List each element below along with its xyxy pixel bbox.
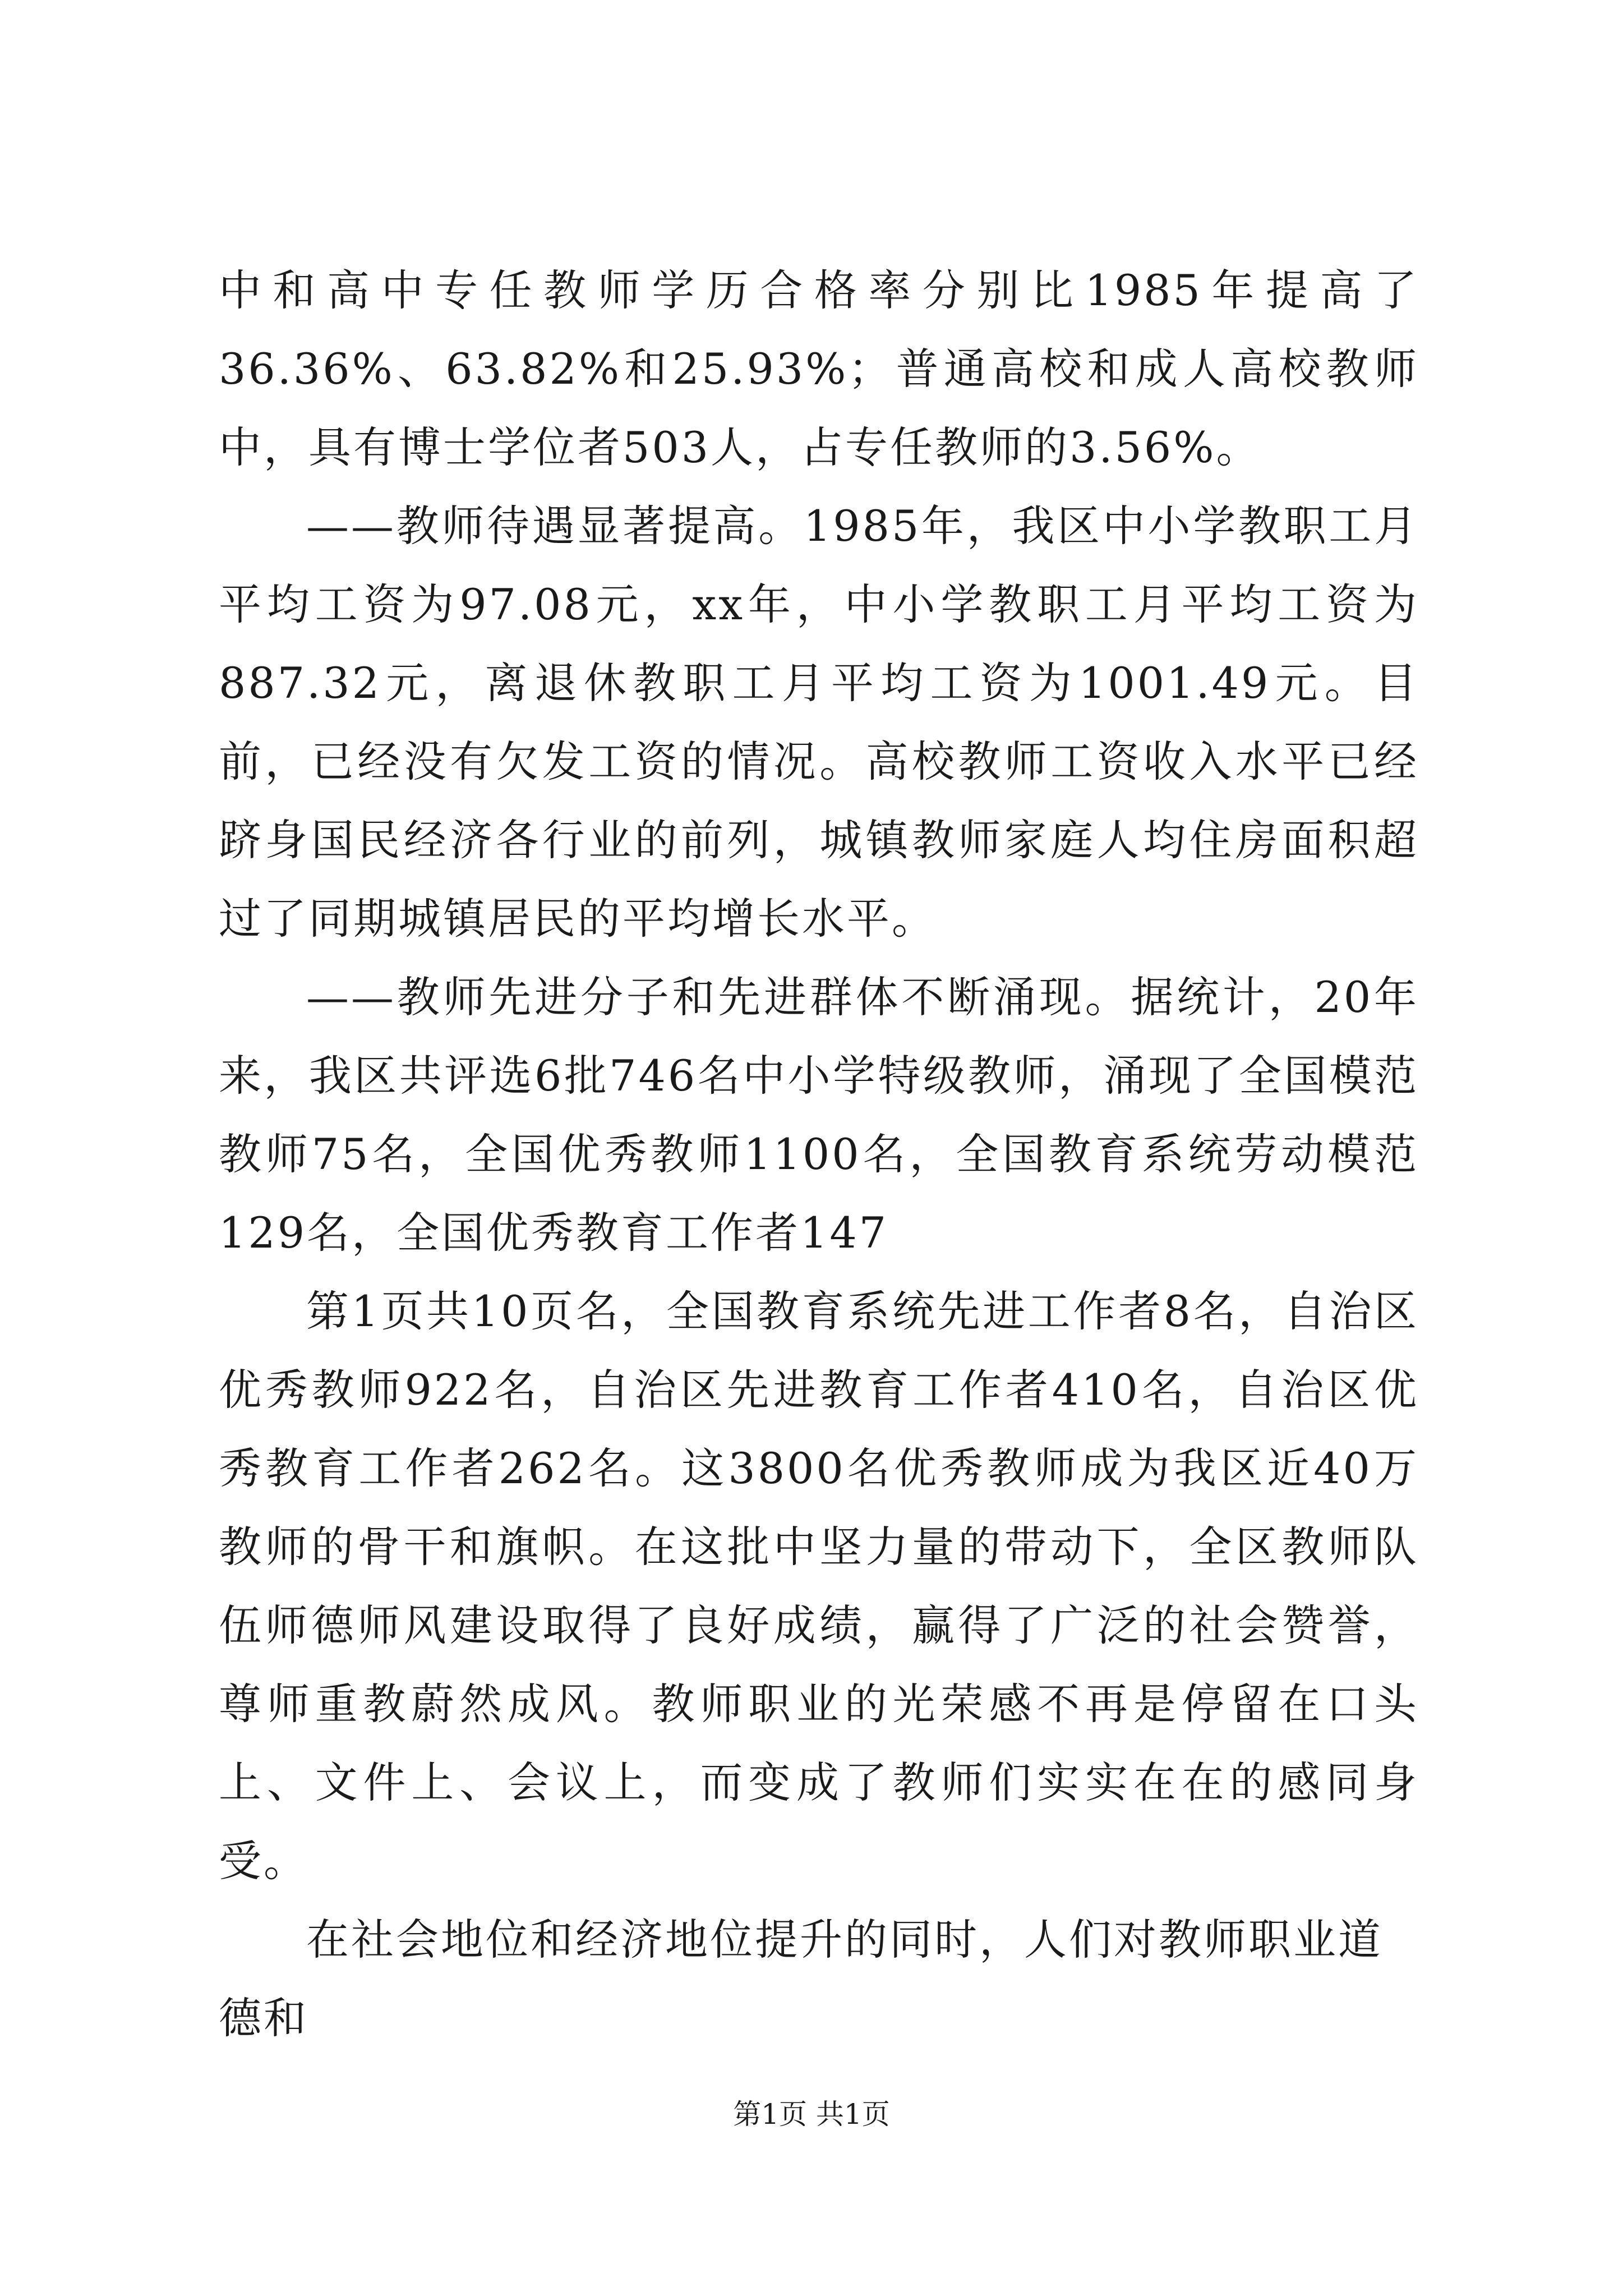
paragraph-advanced-teachers: ——教师先进分子和先进群体不断涌现。据统计，20年来，我区共评选6批746名中小学特级教师，涌现了全国模范教师75名，全国优秀教师1100名，全国教育系统劳动模范129名，全国优秀教育工作者147	[219, 972, 1419, 1258]
paragraph-teacher-salary: ——教师待遇显著提高。1985年，我区中小学教职工月平均工资为97.08元，xx年，中小学教职工月平均工资为887.32元，离退休教职工月平均工资为1001.49元。目前，已经没有欠发工资的情况。高校教师工资收入水平已经跻身国民经济各行业的前列，城镇教师家庭人均住房面积超过了同期城镇居民的平均增长水平。	[219, 501, 1419, 944]
page-footer: 第1页 共1页	[733, 2098, 890, 2131]
paragraph-regional-honors: 第1页共10页名，全国教育系统先进工作者8名，自治区优秀教师922名，自治区先进教育工作者410名，自治区优秀教育工作者262名。这3800名优秀教师成为我区近40万教师的骨干和旗帜。在这批中坚力量的带动下，全区教师队伍师德师风建设取得了良好成绩，赢得了广泛的社会赞誉，尊师重教蔚然成风。教师职业的光荣感不再是停留在口头上、文件上、会议上，而变成了教师们实实在在的感同身受。	[219, 1286, 1419, 1886]
paragraph-social-status: 在社会地位和经济地位提升的同时，人们对教师职业道德和	[219, 1915, 1383, 2043]
paragraph-qualification-rate: 中和高中专任教师学历合格率分别比1985年提高了36.36%、63.82%和25.93%；普通高校和成人高校教师中，具有博士学位者503人，占专任教师的3.56%。	[219, 265, 1419, 472]
document-body	[219, 251, 1419, 2058]
